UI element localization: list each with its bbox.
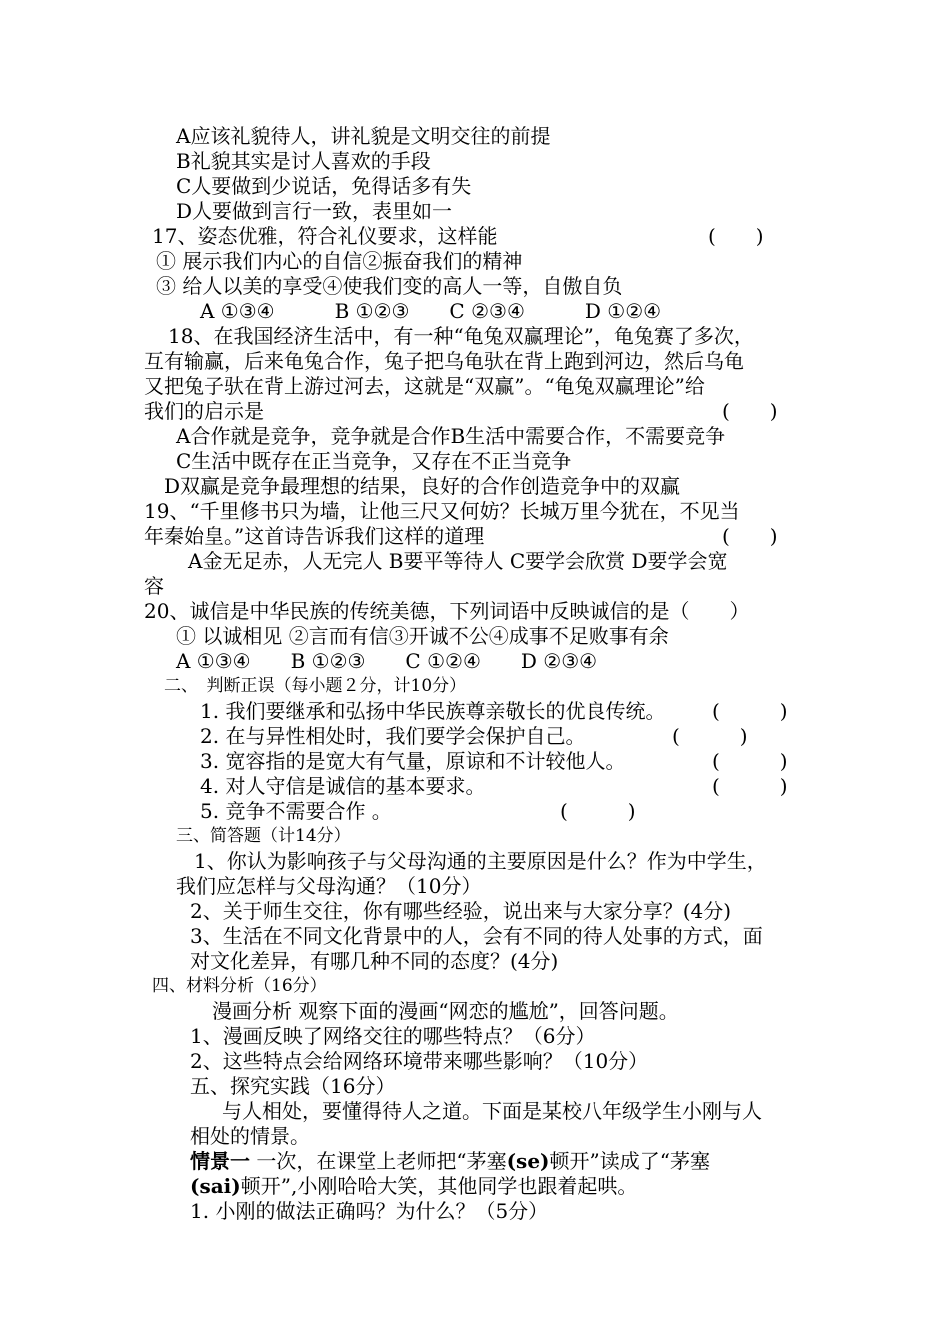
q20-choices: A ①③④ B ①②③ C ①②④ D ②③④ [176, 649, 598, 673]
q17-items-line2: ③ 给人以美的享受④使我们变的高人一等，自傲自负 [156, 274, 623, 298]
ip-q1: 1. 小刚的做法正确吗？为什么？（5分） [190, 1199, 549, 1223]
q19-line1: 19、“千里修书只为墙，让他三尺又何妨？长城万里今犹在，不见当 [144, 499, 740, 523]
q18-answer-bracket: ( ) [722, 399, 778, 423]
tf-item-1: 1. 我们要继承和弘扬中华民族尊亲敬长的优良传统。 [200, 699, 666, 723]
q19-options-line1: A金无足赤，人无完人 B要平等待人 C要学会欣赏 D要学会宽 [188, 549, 728, 573]
q18-line4: 我们的启示是 [144, 399, 264, 423]
q18-line2: 互有输赢，后来龟兔合作，兔子把乌龟驮在背上跑到河边，然后乌龟 [144, 349, 744, 373]
sa-q1-line2: 我们应怎样与父母沟通？（10分） [176, 874, 482, 898]
ma-q2: 2、这些特点会给网络环境带来哪些影响？（10分） [190, 1049, 649, 1073]
sa-q3-line1: 3、生活在不同文化背景中的人，会有不同的待人处事的方式，面 [190, 924, 763, 948]
q19-options-line2: 容 [144, 574, 164, 598]
q18-option-d: D双赢是竞争最理想的结果，良好的合作创造竞争中的双赢 [164, 474, 681, 498]
tf-item-2: 2. 在与异性相处时，我们要学会保护自己。 [200, 724, 586, 748]
tf-item-3: 3. 宽容指的是宽大有气量，原谅和不计较他人。 [200, 749, 626, 773]
q19-answer-bracket: ( ) [722, 524, 778, 548]
ma-intro: 漫画分析 观察下面的漫画“网恋的尴尬”，回答问题。 [212, 999, 679, 1023]
q17-answer-bracket: ( ) [708, 224, 764, 248]
q18-option-ab: A合作就是竞争，竞争就是合作B生活中需要合作，不需要竞争 [176, 424, 726, 448]
section2-title: 二、 判断正误（每小题２分，计10分） [164, 676, 467, 696]
ip-scene-line1 [190, 1149, 710, 1174]
section4-title: 四、材料分析（16分） [152, 976, 327, 996]
tf-item-4-bracket: ( ) [712, 774, 788, 798]
tf-item-3-bracket: ( ) [712, 749, 788, 773]
scene-text-1a: 一次，在课堂上老师把“茅塞 [256, 1149, 507, 1173]
q17-choices: A ①③④ B ①②③ C ②③④ D ①②④ [200, 299, 662, 323]
ip-intro-line2: 相处的情景。 [190, 1124, 310, 1148]
sa-q2: 2、关于师生交往，你有哪些经验，说出来与大家分享？(4分) [190, 899, 732, 923]
scene-label: 情景一 [190, 1149, 250, 1173]
section3-title: 三、简答题（计14分） [176, 826, 351, 846]
sa-q3-line2: 对文化差异，有哪几种不同的态度？(4分) [190, 949, 559, 973]
ip-intro-line1: 与人相处，要懂得待人之道。下面是某校八年级学生小刚与人 [222, 1099, 762, 1123]
q18-line3: 又把兔子驮在背上游过河去，这就是“双赢”。“龟兔双赢理论”给 [144, 374, 705, 398]
q17-stem: 17、姿态优雅，符合礼仪要求，这样能 [152, 224, 498, 248]
scene-text-1c: 顿开”读成了“茅塞 [549, 1149, 710, 1173]
q16-option-b: B礼貌其实是讨人喜欢的手段 [176, 149, 431, 173]
q19-line2: 年秦始皇。”这首诗告诉我们这样的道理 [144, 524, 485, 548]
pinyin-se: (se) [506, 1149, 550, 1173]
q17-items-line1: ① 展示我们内心的自信②振奋我们的精神 [156, 249, 523, 273]
tf-item-2-bracket: ( ) [672, 724, 748, 748]
q16-option-a: A应该礼貌待人，讲礼貌是文明交往的前提 [176, 124, 551, 148]
scene-text-2b: 顿开”,小刚哈哈大笑，其他同学也跟着起哄。 [240, 1174, 638, 1198]
tf-item-5-bracket: ( ) [560, 799, 636, 823]
q20-stem: 20、诚信是中华民族的传统美德，下列词语中反映诚信的是（ ） [144, 599, 750, 623]
ip-scene-line2 [190, 1174, 637, 1199]
q18-line1: 18、在我国经济生活中，有一种“龟兔双赢理论”，龟兔赛了多次， [168, 324, 754, 348]
q20-items: ① 以诚相见 ②言而有信③开诚不公④成事不足败事有余 [176, 624, 669, 648]
section5-title: 五、探究实践（16分） [190, 1074, 396, 1098]
q16-option-d: D人要做到言行一致，表里如一 [176, 199, 453, 223]
tf-item-1-bracket: ( ) [712, 699, 788, 723]
ma-q1: 1、漫画反映了网络交往的哪些特点？（6分） [190, 1024, 596, 1048]
tf-item-5: 5. 竞争不需要合作 。 [200, 799, 392, 823]
pinyin-sai: (sai) [190, 1174, 241, 1198]
q16-option-c: C人要做到少说话，免得话多有失 [176, 174, 472, 198]
sa-q1-line1: 1、你认为影响孩子与父母沟通的主要原因是什么？作为中学生， [194, 849, 767, 873]
tf-item-4: 4. 对人守信是诚信的基本要求。 [200, 774, 486, 798]
q18-option-c: C生活中既存在正当竞争，又存在不正当竞争 [176, 449, 572, 473]
